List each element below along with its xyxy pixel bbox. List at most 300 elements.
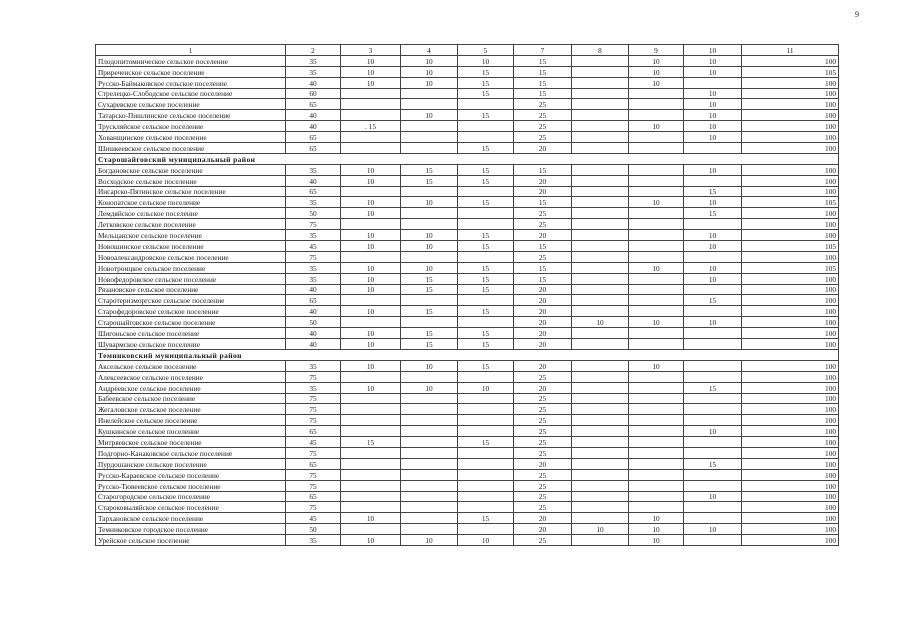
- value-cell: 20: [514, 360, 572, 371]
- value-cell: [629, 99, 684, 110]
- value-cell: 15: [458, 164, 514, 175]
- value-cell: [629, 241, 684, 252]
- value-cell: [401, 437, 458, 448]
- settlement-name-cell: Шишкеевское сельское поселение: [96, 143, 286, 154]
- value-cell: [458, 415, 514, 426]
- value-cell: [684, 513, 742, 524]
- value-cell: [629, 502, 684, 513]
- value-cell: 15: [401, 175, 458, 186]
- value-cell: 15: [401, 306, 458, 317]
- table-row: [96, 77, 839, 88]
- value-cell: [629, 219, 684, 230]
- value-cell: [341, 132, 401, 143]
- value-cell: [458, 469, 514, 480]
- value-cell: 10: [341, 284, 401, 295]
- value-cell: 100: [742, 458, 839, 469]
- value-cell: [401, 251, 458, 262]
- value-cell: [341, 447, 401, 458]
- value-cell: 45: [286, 437, 341, 448]
- value-cell: 25: [514, 415, 572, 426]
- value-cell: 25: [514, 491, 572, 502]
- value-cell: 15: [514, 55, 572, 66]
- value-cell: 65: [286, 99, 341, 110]
- value-cell: 105: [742, 262, 839, 273]
- value-cell: 10: [629, 121, 684, 132]
- value-cell: [572, 175, 629, 186]
- value-cell: 10: [341, 66, 401, 77]
- value-cell: [401, 469, 458, 480]
- value-cell: [341, 502, 401, 513]
- value-cell: 20: [514, 284, 572, 295]
- value-cell: 20: [514, 230, 572, 241]
- value-cell: [572, 491, 629, 502]
- settlement-name-cell: Инсарско-Пятинское сельское поселение: [96, 186, 286, 197]
- settlement-name-cell: Хованщинское сельское поселение: [96, 132, 286, 143]
- value-cell: 10: [458, 535, 514, 546]
- table-row: [96, 197, 839, 208]
- value-cell: 10: [572, 317, 629, 328]
- table-row: [96, 143, 839, 154]
- value-cell: [684, 284, 742, 295]
- value-cell: 10: [401, 110, 458, 121]
- value-cell: 100: [742, 143, 839, 154]
- table-row: [96, 230, 839, 241]
- table-row: [96, 208, 839, 219]
- value-cell: 15: [458, 339, 514, 350]
- settlement-name-cell: Митряевское сельское поселение: [96, 437, 286, 448]
- value-cell: 40: [286, 110, 341, 121]
- column-header-row: [96, 45, 839, 56]
- value-cell: 75: [286, 371, 341, 382]
- value-cell: 10: [629, 262, 684, 273]
- value-cell: 10: [401, 262, 458, 273]
- value-cell: [572, 230, 629, 241]
- value-cell: [401, 480, 458, 491]
- settlement-name-cell: Кушкинское сельское поселение: [96, 426, 286, 437]
- value-cell: [684, 447, 742, 458]
- value-cell: 10: [629, 524, 684, 535]
- table-row: [96, 132, 839, 143]
- value-cell: [684, 328, 742, 339]
- value-cell: 40: [286, 175, 341, 186]
- value-cell: [401, 426, 458, 437]
- value-cell: 65: [286, 295, 341, 306]
- value-cell: [572, 480, 629, 491]
- table-body: [96, 45, 839, 546]
- table-row: [96, 295, 839, 306]
- value-cell: [341, 524, 401, 535]
- settlement-name-cell: Пурдошанское сельское поселение: [96, 458, 286, 469]
- table-row: [96, 415, 839, 426]
- value-cell: 100: [742, 317, 839, 328]
- value-cell: 10: [684, 491, 742, 502]
- value-cell: 15: [401, 339, 458, 350]
- value-cell: 75: [286, 469, 341, 480]
- value-cell: [684, 339, 742, 350]
- value-cell: [572, 469, 629, 480]
- settlement-name-cell: Рязановское сельское поселение: [96, 284, 286, 295]
- value-cell: 35: [286, 262, 341, 273]
- value-cell: [629, 480, 684, 491]
- value-cell: 100: [742, 360, 839, 371]
- value-cell: 15: [684, 208, 742, 219]
- value-cell: 100: [742, 164, 839, 175]
- value-cell: [458, 219, 514, 230]
- value-cell: 35: [286, 230, 341, 241]
- value-cell: 50: [286, 317, 341, 328]
- value-cell: [572, 66, 629, 77]
- value-cell: 35: [286, 197, 341, 208]
- value-cell: 15: [458, 513, 514, 524]
- value-cell: [401, 458, 458, 469]
- value-cell: [572, 393, 629, 404]
- value-cell: 10: [341, 241, 401, 252]
- value-cell: 10: [341, 360, 401, 371]
- value-cell: . 15: [341, 121, 401, 132]
- value-cell: 10: [684, 110, 742, 121]
- value-cell: [572, 197, 629, 208]
- value-cell: 35: [286, 55, 341, 66]
- value-cell: [572, 143, 629, 154]
- value-cell: 10: [341, 273, 401, 284]
- value-cell: [341, 426, 401, 437]
- settlement-name-cell: Восходское сельское поселение: [96, 175, 286, 186]
- value-cell: [401, 415, 458, 426]
- value-cell: [572, 360, 629, 371]
- value-cell: [572, 502, 629, 513]
- value-cell: [629, 164, 684, 175]
- table-row: [96, 306, 839, 317]
- value-cell: 65: [286, 132, 341, 143]
- value-cell: 40: [286, 306, 341, 317]
- value-cell: 65: [286, 143, 341, 154]
- settlement-name-cell: Новошинское сельское поселение: [96, 241, 286, 252]
- value-cell: [572, 251, 629, 262]
- value-cell: 100: [742, 284, 839, 295]
- value-cell: [572, 77, 629, 88]
- value-cell: [401, 447, 458, 458]
- value-cell: 10: [629, 66, 684, 77]
- value-cell: [629, 273, 684, 284]
- settlement-name-cell: Подгорно-Канаковское сельское поселение: [96, 447, 286, 458]
- value-cell: 10: [629, 360, 684, 371]
- value-cell: [572, 306, 629, 317]
- value-cell: 75: [286, 480, 341, 491]
- value-cell: [401, 404, 458, 415]
- value-cell: 15: [458, 328, 514, 339]
- value-cell: 100: [742, 328, 839, 339]
- table-row: [96, 437, 839, 448]
- settlement-name-cell: Старошайговское сельское поселение: [96, 317, 286, 328]
- value-cell: 10: [684, 197, 742, 208]
- value-cell: 10: [684, 230, 742, 241]
- table-row: [96, 382, 839, 393]
- value-cell: 100: [742, 480, 839, 491]
- value-cell: [684, 175, 742, 186]
- value-cell: 15: [458, 143, 514, 154]
- value-cell: 10: [341, 230, 401, 241]
- table-row: [96, 55, 839, 66]
- value-cell: [684, 535, 742, 546]
- value-cell: [341, 295, 401, 306]
- value-cell: 100: [742, 447, 839, 458]
- settlement-name-cell: Шувармское сельское поселение: [96, 339, 286, 350]
- value-cell: [684, 360, 742, 371]
- value-cell: 10: [629, 535, 684, 546]
- value-cell: [401, 121, 458, 132]
- value-cell: 65: [286, 426, 341, 437]
- column-header: 1: [96, 45, 286, 56]
- value-cell: [629, 284, 684, 295]
- value-cell: [401, 143, 458, 154]
- value-cell: 10: [401, 360, 458, 371]
- value-cell: [629, 132, 684, 143]
- value-cell: 10: [684, 524, 742, 535]
- table-row: [96, 469, 839, 480]
- value-cell: [629, 110, 684, 121]
- value-cell: [458, 208, 514, 219]
- value-cell: [572, 447, 629, 458]
- value-cell: [458, 458, 514, 469]
- settlement-name-cell: Трускляйское сельское поселение: [96, 121, 286, 132]
- table-row: [96, 360, 839, 371]
- value-cell: 100: [742, 175, 839, 186]
- value-cell: [572, 88, 629, 99]
- value-cell: [572, 121, 629, 132]
- value-cell: 50: [286, 208, 341, 219]
- value-cell: [684, 404, 742, 415]
- value-cell: 15: [458, 197, 514, 208]
- value-cell: [572, 339, 629, 350]
- value-cell: 25: [514, 480, 572, 491]
- value-cell: 15: [458, 77, 514, 88]
- section-header-row: [96, 153, 839, 164]
- settlement-name-cell: Шигоньское сельское поселение: [96, 328, 286, 339]
- column-header: 9: [629, 45, 684, 56]
- value-cell: 15: [684, 186, 742, 197]
- value-cell: 15: [514, 273, 572, 284]
- value-cell: 40: [286, 328, 341, 339]
- value-cell: [401, 88, 458, 99]
- value-cell: [629, 230, 684, 241]
- value-cell: 10: [341, 208, 401, 219]
- value-cell: [629, 371, 684, 382]
- table-row: [96, 513, 839, 524]
- value-cell: 10: [401, 197, 458, 208]
- value-cell: 100: [742, 186, 839, 197]
- value-cell: 10: [401, 241, 458, 252]
- settlement-name-cell: Приреченское сельское поселение: [96, 66, 286, 77]
- value-cell: 40: [286, 284, 341, 295]
- table-row: [96, 502, 839, 513]
- table-row: [96, 164, 839, 175]
- value-cell: 40: [286, 121, 341, 132]
- value-cell: 10: [341, 175, 401, 186]
- settlement-name-cell: Новотроицкое сельское поселение: [96, 262, 286, 273]
- value-cell: [629, 491, 684, 502]
- value-cell: 25: [514, 132, 572, 143]
- table-row: [96, 328, 839, 339]
- value-cell: [572, 262, 629, 273]
- table-row: [96, 273, 839, 284]
- value-cell: 100: [742, 524, 839, 535]
- value-cell: 10: [341, 328, 401, 339]
- column-header: 4: [401, 45, 458, 56]
- settlement-name-cell: Аксельское сельское поселение: [96, 360, 286, 371]
- value-cell: 10: [684, 66, 742, 77]
- settlement-name-cell: Андреевское сельское поселение: [96, 382, 286, 393]
- value-cell: 10: [684, 121, 742, 132]
- table-row: [96, 99, 839, 110]
- value-cell: [629, 426, 684, 437]
- value-cell: 45: [286, 513, 341, 524]
- value-cell: 75: [286, 404, 341, 415]
- value-cell: 10: [341, 513, 401, 524]
- value-cell: 25: [514, 404, 572, 415]
- value-cell: 100: [742, 306, 839, 317]
- table-row: [96, 241, 839, 252]
- value-cell: [629, 458, 684, 469]
- value-cell: 10: [401, 382, 458, 393]
- settlement-name-cell: Мельцанское сельское поселение: [96, 230, 286, 241]
- table-row: [96, 66, 839, 77]
- value-cell: 25: [514, 219, 572, 230]
- value-cell: [401, 513, 458, 524]
- table-row: [96, 219, 839, 230]
- value-cell: 15: [514, 88, 572, 99]
- value-cell: [684, 219, 742, 230]
- value-cell: 25: [514, 208, 572, 219]
- value-cell: 15: [458, 360, 514, 371]
- value-cell: [401, 99, 458, 110]
- value-cell: 20: [514, 513, 572, 524]
- value-cell: 65: [286, 491, 341, 502]
- value-cell: [629, 175, 684, 186]
- value-cell: [341, 317, 401, 328]
- value-cell: 10: [341, 339, 401, 350]
- value-cell: [458, 524, 514, 535]
- value-cell: [629, 306, 684, 317]
- value-cell: 15: [401, 328, 458, 339]
- value-cell: 10: [684, 99, 742, 110]
- settlement-name-cell: Русско-Караевское сельское поселение: [96, 469, 286, 480]
- value-cell: 100: [742, 55, 839, 66]
- value-cell: 35: [286, 382, 341, 393]
- table-row: [96, 524, 839, 535]
- settlement-name-cell: Русско-Тювеевское сельское поселение: [96, 480, 286, 491]
- value-cell: [401, 219, 458, 230]
- value-cell: 20: [514, 382, 572, 393]
- value-cell: 15: [684, 382, 742, 393]
- value-cell: [572, 513, 629, 524]
- table-row: [96, 251, 839, 262]
- value-cell: [572, 426, 629, 437]
- value-cell: [458, 426, 514, 437]
- value-cell: 100: [742, 251, 839, 262]
- value-cell: [458, 121, 514, 132]
- value-cell: 100: [742, 371, 839, 382]
- value-cell: 75: [286, 502, 341, 513]
- settlement-name-cell: Русско-Баймаковское сельское поселение: [96, 77, 286, 88]
- value-cell: [401, 132, 458, 143]
- settlement-name-cell: Стрелецко-Слободское сельское поселение: [96, 88, 286, 99]
- column-header: 10: [684, 45, 742, 56]
- settlement-name-cell: Летковское сельское поселение: [96, 219, 286, 230]
- value-cell: [629, 251, 684, 262]
- value-cell: 10: [341, 382, 401, 393]
- value-cell: 15: [514, 262, 572, 273]
- value-cell: 100: [742, 121, 839, 132]
- value-cell: 25: [514, 437, 572, 448]
- value-cell: [572, 371, 629, 382]
- settlement-name-cell: Инелейское сельское поселение: [96, 415, 286, 426]
- value-cell: 10: [684, 55, 742, 66]
- value-cell: [572, 164, 629, 175]
- value-cell: 65: [286, 186, 341, 197]
- settlement-name-cell: Конопатское сельское поселение: [96, 197, 286, 208]
- value-cell: [572, 437, 629, 448]
- value-cell: [572, 241, 629, 252]
- value-cell: 25: [514, 393, 572, 404]
- table-row: [96, 447, 839, 458]
- table-row: [96, 480, 839, 491]
- value-cell: 100: [742, 469, 839, 480]
- table-row: [96, 110, 839, 121]
- value-cell: 100: [742, 426, 839, 437]
- column-header: 2: [286, 45, 341, 56]
- value-cell: [572, 284, 629, 295]
- value-cell: 10: [684, 262, 742, 273]
- value-cell: 25: [514, 447, 572, 458]
- table-row: [96, 317, 839, 328]
- value-cell: [684, 143, 742, 154]
- value-cell: [401, 317, 458, 328]
- value-cell: 15: [514, 164, 572, 175]
- value-cell: [684, 251, 742, 262]
- value-cell: [572, 328, 629, 339]
- value-cell: [629, 415, 684, 426]
- value-cell: [401, 393, 458, 404]
- value-cell: 15: [401, 284, 458, 295]
- value-cell: [684, 306, 742, 317]
- value-cell: 10: [684, 88, 742, 99]
- value-cell: 25: [514, 110, 572, 121]
- value-cell: 15: [458, 230, 514, 241]
- value-cell: [458, 371, 514, 382]
- value-cell: 100: [742, 273, 839, 284]
- value-cell: 25: [514, 121, 572, 132]
- table-row: [96, 491, 839, 502]
- value-cell: 15: [458, 306, 514, 317]
- value-cell: [341, 404, 401, 415]
- value-cell: [341, 393, 401, 404]
- value-cell: [572, 110, 629, 121]
- value-cell: [629, 208, 684, 219]
- value-cell: 10: [458, 55, 514, 66]
- value-cell: 10: [629, 513, 684, 524]
- value-cell: [629, 404, 684, 415]
- value-cell: [629, 186, 684, 197]
- value-cell: 35: [286, 273, 341, 284]
- value-cell: 10: [401, 66, 458, 77]
- value-cell: [572, 404, 629, 415]
- value-cell: 20: [514, 524, 572, 535]
- value-cell: 15: [514, 77, 572, 88]
- value-cell: [341, 143, 401, 154]
- value-cell: 15: [458, 241, 514, 252]
- value-cell: 100: [742, 295, 839, 306]
- value-cell: 20: [514, 295, 572, 306]
